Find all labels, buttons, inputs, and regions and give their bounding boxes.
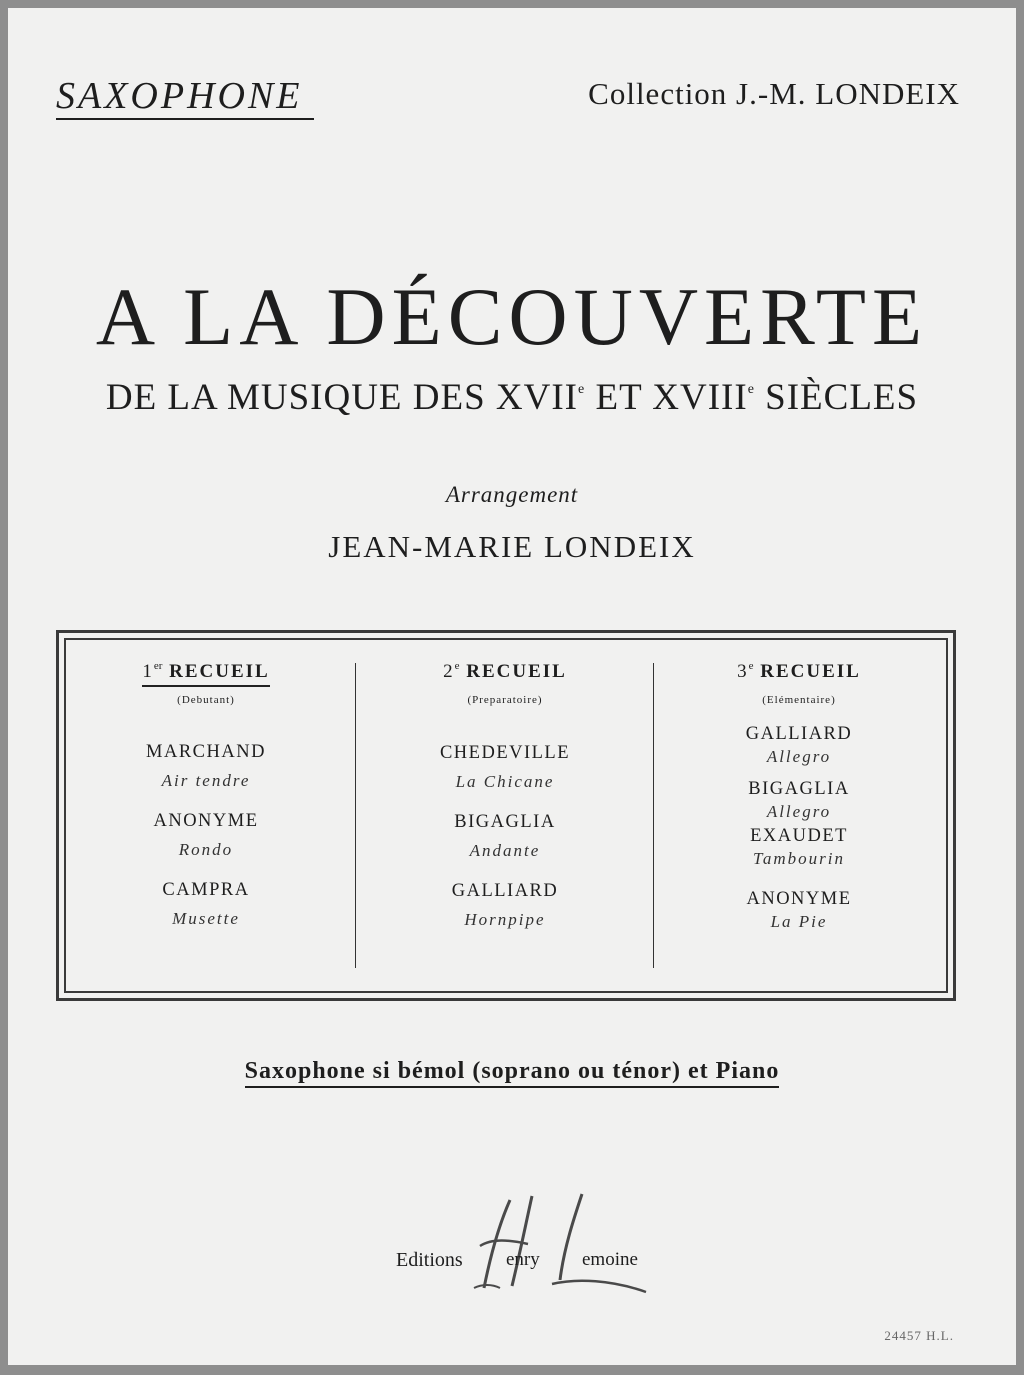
subtitle-part-3: SIÈCLES <box>754 377 919 418</box>
logo-lettering: enry <box>506 1249 540 1270</box>
subtitle <box>8 376 1016 419</box>
logo-l-base <box>552 1281 646 1292</box>
subtitle-part-1: DE LA MUSIQUE DES XVII <box>105 377 579 418</box>
piece-composer: BIGAGLIA <box>454 812 556 832</box>
piece-title: Allegro <box>766 747 832 766</box>
piece-title: Rondo <box>178 840 234 859</box>
piece-composer: MARCHAND <box>146 742 266 762</box>
volume-level: (Preparatoire) <box>467 694 543 706</box>
piece-title: Andante <box>469 841 541 860</box>
piece-composer: GALLIARD <box>745 724 853 744</box>
volume-level: (Elémentaire) <box>762 694 836 706</box>
main-title: A LA DÉCOUVERTE <box>95 271 929 362</box>
cover-page <box>8 8 1016 1365</box>
publisher-editions <box>396 1249 638 1272</box>
piece-title: Musette <box>172 909 240 928</box>
logo-l-stem <box>560 1194 582 1280</box>
piece-title: Air tendre <box>161 771 251 790</box>
piece-composer: ANONYME <box>153 811 259 831</box>
instrumentation-line <box>8 1058 1016 1085</box>
instrumentation-text: Saxophone si bémol (soprano ou ténor) et Piano <box>245 1058 780 1088</box>
volume-column-1 <box>61 660 351 929</box>
volume-heading <box>360 660 650 694</box>
catalog-number: 24457 H.L. <box>884 1328 954 1343</box>
subtitle-sup-1: e <box>578 382 586 397</box>
logo-h-left-stroke <box>484 1200 510 1288</box>
piece-composer: ANONYME <box>746 889 852 909</box>
piece-composer: CAMPRA <box>162 880 250 900</box>
volume-column-2 <box>360 660 650 930</box>
volume-number: 3 <box>737 661 749 682</box>
volume-ordinal: e <box>454 660 460 672</box>
volume-level: (Debutant) <box>177 694 235 706</box>
volume-ordinal: e <box>748 660 754 672</box>
henry-lemoine-logo <box>392 1188 652 1298</box>
volume-heading <box>61 660 351 694</box>
arrangement-label: Arrangement <box>445 482 579 507</box>
volume-label: RECUEIL <box>760 661 861 682</box>
piece-title: Hornpipe <box>464 910 546 929</box>
arranger-name: JEAN-MARIE LONDEIX <box>328 529 696 564</box>
volume-heading <box>654 660 944 694</box>
instrument-underline <box>56 118 314 120</box>
piece-title: La Pie <box>770 912 828 931</box>
column-divider <box>355 663 356 968</box>
volume-number: 2 <box>443 661 455 682</box>
piece-composer: BIGAGLIA <box>748 779 850 799</box>
collection-heading: Collection J.-M. LONDEIX <box>588 76 960 111</box>
subtitle-part-2: ET XVIII <box>585 377 748 418</box>
logo-lettering-2: emoine <box>582 1249 638 1270</box>
editions-label: Editions <box>396 1249 463 1271</box>
instrument-heading: SAXOPHONE <box>56 75 303 117</box>
volume-number: 1 <box>142 661 154 682</box>
piece-title: Allegro <box>766 802 832 821</box>
subtitle-sup-2: e <box>747 382 755 397</box>
piece-title: La Chicane <box>455 772 555 791</box>
piece-composer: EXAUDET <box>750 826 848 846</box>
logo-h-foot <box>474 1285 500 1288</box>
volume-label: RECUEIL <box>169 661 270 682</box>
piece-composer: GALLIARD <box>451 881 559 901</box>
volume-label: RECUEIL <box>466 661 567 682</box>
piece-composer: CHEDEVILLE <box>439 743 571 763</box>
piece-title: Tambourin <box>752 849 845 868</box>
volume-ordinal: er <box>153 660 163 672</box>
volume-column-3 <box>654 660 944 932</box>
